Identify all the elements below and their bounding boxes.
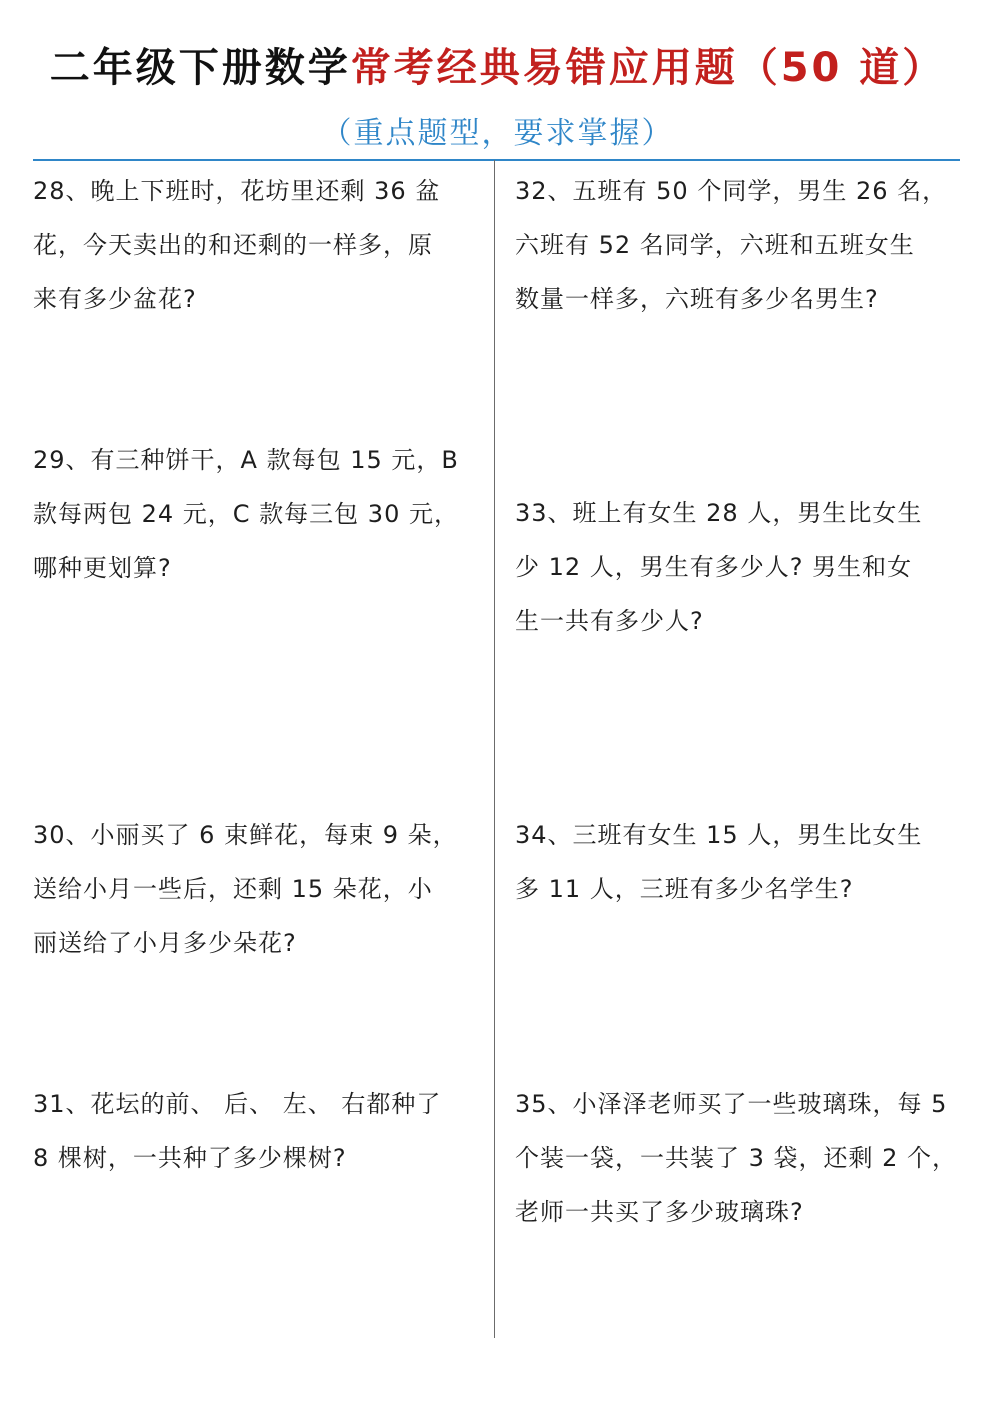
question-28-line-2: 花，今天卖出的和还剩的一样多，原 — [33, 231, 433, 259]
question-30-line-3: 丽送给了小月多少朵花? — [33, 929, 297, 957]
header-divider — [33, 159, 960, 161]
question-34 — [515, 808, 922, 916]
question-29-line-3: 哪种更划算? — [33, 554, 172, 582]
page-title-black: 二年级下册数学 — [49, 45, 351, 91]
question-34-line-2: 多 11 人，三班有多少名学生? — [515, 875, 854, 903]
question-32-line-3: 数量一样多，六班有多少名男生? — [515, 285, 879, 313]
question-30 — [33, 808, 458, 970]
question-28-line-3: 来有多少盆花? — [33, 285, 197, 313]
question-35 — [515, 1077, 957, 1239]
question-32 — [515, 164, 947, 326]
question-33 — [515, 486, 922, 648]
question-29-line-2: 款每两包 24 元，C 款每三包 30 元， — [33, 500, 459, 528]
question-30-line-1: 30、小丽买了 6 束鲜花，每束 9 朵， — [33, 821, 458, 849]
question-31 — [33, 1077, 441, 1185]
question-33-line-2: 少 12 人，男生有多少人? 男生和女 — [515, 553, 913, 581]
page-title — [0, 38, 995, 98]
question-34-line-1: 34、三班有女生 15 人，男生比女生 — [515, 821, 923, 849]
question-31-line-2: 8 棵树，一共种了多少棵树? — [33, 1144, 347, 1172]
question-35-line-2: 个装一袋，一共装了 3 袋，还剩 2 个， — [515, 1144, 958, 1172]
question-28-line-1: 28、晚上下班时，花坊里还剩 36 盆 — [33, 177, 441, 205]
question-29-line-1: 29、有三种饼干，A 款每包 15 元，B — [33, 446, 459, 474]
question-35-line-1: 35、小泽泽老师买了一些玻璃珠，每 5 — [515, 1090, 948, 1118]
question-33-line-1: 33、班上有女生 28 人，男生比女生 — [515, 499, 923, 527]
question-28 — [33, 164, 440, 326]
column-divider — [494, 160, 495, 1338]
page-subtitle: （重点题型，要求掌握） — [321, 116, 674, 151]
page-title-red: 常考经典易错应用题（50 道） — [350, 45, 946, 91]
question-30-line-2: 送给小月一些后，还剩 15 朵花，小 — [33, 875, 433, 903]
question-33-line-3: 生一共有多少人? — [515, 607, 704, 635]
question-29 — [33, 433, 459, 595]
question-32-line-1: 32、五班有 50 个同学，男生 26 名， — [515, 177, 948, 205]
question-31-line-1: 31、花坛的前、 后、 左、 右都种了 — [33, 1090, 442, 1118]
question-35-line-3: 老师一共买了多少玻璃珠? — [515, 1198, 804, 1226]
question-32-line-2: 六班有 52 名同学，六班和五班女生 — [515, 231, 915, 259]
